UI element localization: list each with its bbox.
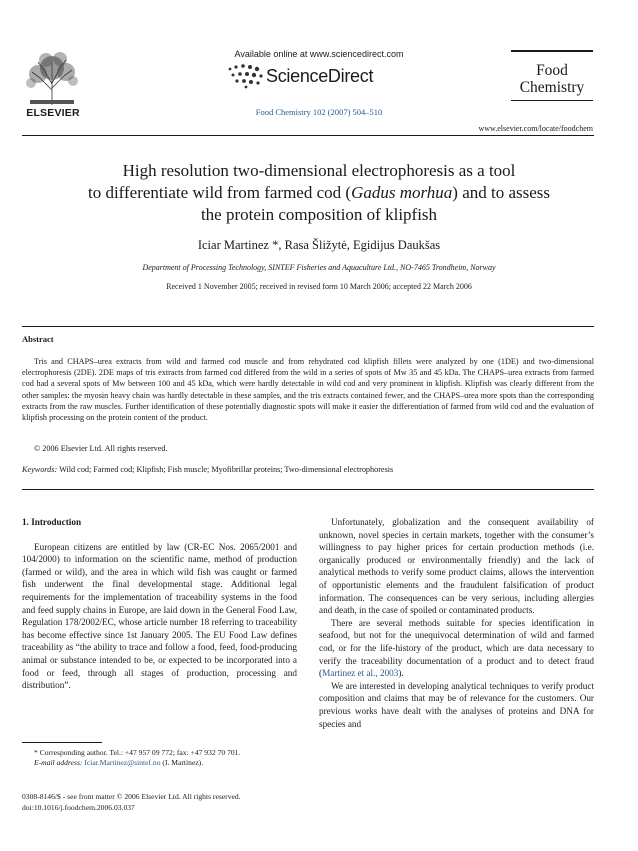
intro-paragraph-1: European citizens are entitled by law (CR-EC Nos. 2065/2001 and 104/2000) to information on the scientific name, method of production (farmed or wild), and the area in which wild fish was caught or farmed fish underwent the final developmental stage. Additional legal requirements for the implementation of traceability systems in the food and feed supply chains in Europe, are laid down in the General Food Law, Regulation 178/2002/EC, whose article number 18 referring to traceability has become effective since 1st January 2005. The EU Food Law defines traceability as “the ability to trace and follow a food, feed, food-producing animal or substance intended to be, or expected to be incorporated into a food or feed, through all stages of production, processing and distribution”.: [22, 541, 297, 691]
footnote-line-1: [34, 748, 304, 758]
journal-masthead: [511, 50, 593, 101]
masthead-rule-bottom: [511, 100, 593, 101]
section-heading: 1. Introduction: [22, 517, 82, 527]
keywords-label: Keywords:: [22, 465, 58, 474]
intro-paragraph-3: [319, 617, 594, 680]
abstract-copyright: © 2006 Elsevier Ltd. All rights reserved.: [34, 444, 168, 453]
journal-url-link[interactable]: www.elsevier.com/locate/foodchem: [478, 124, 593, 133]
right-column: [319, 516, 594, 730]
issn-line: 0308-8146/$ - see front matter © 2006 Elsevier Ltd. All rights reserved.: [22, 792, 241, 801]
footnote-rule: [22, 742, 102, 743]
abstract-text: Tris and CHAPS–urea extracts from wild and farmed cod muscle and from rehydrated cod klipfish fillets were analyzed by one (1DE) and two-dimensional electrophoresis (2DE). 2DE maps of tris extracts from farmed cod differed from the wild in a series of spots of Mw 35 and 45 kDa. The CHAPS–urea extracts from farmed cod had a several spots of Mw between 100 and 45 kDa, which were hardly detectable in wild cod and very prominent in klipfish. Klipfish was clearly different from the other samples: the myosin heavy chain was hardly detectable in these samples, and the tris extracts contained fewer, and the CHAPS–urea more spots than the corresponding extracts from the raw muscles. Further identification of these potentially diagnostic spots will make it easier the differentiation of farmed from wild cod and the evaluation of klipfish processing on the protein content of the product.: [22, 357, 594, 423]
author-list: Iciar Martinez *, Rasa Šližytė, Egidijus Daukšas: [197, 238, 441, 252]
received-dates: Received 1 November 2005; received in revised form 10 March 2006; accepted 22 March 2006: [166, 282, 472, 291]
title-line-2: [40, 182, 598, 204]
footnote-line-2: [34, 758, 304, 768]
title-line-2-pre: to differentiate wild from farmed cod (: [87, 183, 352, 202]
abstract-divider-bottom: [22, 489, 594, 490]
species-name: Gadus morhua: [351, 183, 453, 202]
email-link[interactable]: Iciar.Martinez@sintef.no: [84, 758, 161, 768]
journal-title-line1: Food: [536, 62, 568, 79]
abstract-heading: Abstract: [22, 334, 54, 344]
affiliation: Department of Processing Technology, SINTEF Fisheries and Aquaculture Ltd., NO-7465 Trondheim, Norway: [142, 263, 496, 272]
email-label: E-mail address:: [34, 758, 83, 768]
sciencedirect-wordmark: ScienceDirect: [266, 66, 374, 86]
footnote-marker: *: [34, 748, 38, 757]
sciencedirect-logo: [224, 63, 394, 89]
email-owner: (I. Martinez).: [162, 758, 204, 768]
journal-title-line2: Chemistry: [519, 79, 585, 96]
issn-doi-block: [22, 792, 241, 813]
keywords: [22, 465, 594, 474]
header-divider: [22, 135, 594, 136]
abstract-divider-top: [22, 326, 594, 327]
citation-link[interactable]: Martinez et al., 2003: [322, 668, 399, 679]
keywords-list: Wild cod; Farmed cod; Klipfish; Fish muscle; Myofibrillar proteins; Two-dimensional electrophoresis: [59, 465, 394, 474]
corresponding-author-footnote: [34, 748, 304, 769]
journal-header: [0, 0, 638, 135]
journal-reference: Food Chemistry 102 (2007) 504–510: [255, 107, 383, 117]
sciencedirect-dots-icon: [224, 63, 264, 89]
article-title: [40, 160, 598, 226]
title-line-3: the protein composition of klipfish: [200, 205, 438, 224]
title-line-1: High resolution two-dimensional electrophoresis as a tool: [122, 161, 516, 180]
doi-line: doi:10.1016/j.foodchem.2006.03.037: [22, 802, 135, 812]
title-line-2-post: ) and to assess: [452, 183, 551, 202]
intro-paragraph-2: Unfortunately, globalization and the consequent availability of unknown, novel species in certain markets, together with the consumer’s willingness to pay higher prices for certain production methods (i.e. organically produced or environmentally friendly) and the lack of analytical methods to verify some product claims, allows the intervention of opportunistic elements and the fraudulent falsification of product information. The consequences can be very serious, including allergies and death, in the case of spoiled or contaminated products.: [319, 517, 594, 616]
publisher-name: ELSEVIER: [26, 107, 80, 119]
journal-title: [511, 52, 593, 96]
intro-paragraph-4: We are interested in developing analytical techniques to verify product composition and claims that may be of relevance for the customers. Our previous works have dealt with the analyses of proteins and DNA for species and: [319, 680, 594, 729]
para3-text: There are several methods suitable for species identification in seafood, but not for the unequivocal determination of wild and farmed cod, or for the life-history of the product, which are data necessary to verify the traceability documentation of a product and to detect fraud (: [319, 617, 594, 679]
available-online-text: Available online at www.sciencedirect.com: [234, 49, 404, 59]
para3-end: ).: [398, 668, 404, 679]
left-column: [22, 516, 297, 692]
footnote-contact: Corresponding author. Tel.: +47 957 09 772; fax: +47 932 70 701.: [39, 748, 241, 757]
